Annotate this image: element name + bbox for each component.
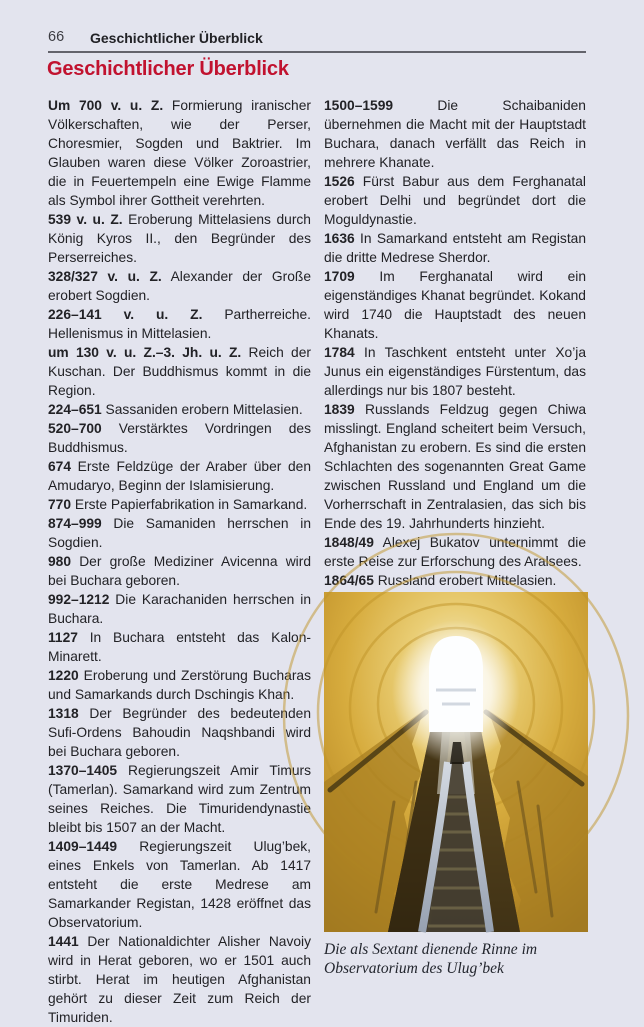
entry-text: Fürst Babur aus dem Ferghanatal erobert Delhi und begründet dort die Moguldynastie. (324, 174, 586, 227)
entry-date: 770 (48, 497, 72, 512)
entry-date: 1441 (48, 934, 79, 949)
timeline-entry (324, 96, 586, 172)
entry-date: 874–999 (48, 516, 102, 531)
timeline-entry (48, 932, 311, 1027)
entry-date: 1839 (324, 402, 355, 417)
header-rule (48, 51, 586, 53)
timeline-column-right (324, 96, 586, 592)
timeline-entry (48, 704, 311, 761)
entry-date: 992–1212 (48, 592, 110, 607)
timeline-entry (48, 495, 311, 514)
timeline-entry (48, 590, 311, 628)
page-number: 66 (48, 29, 65, 45)
entry-text: Im Ferghanatal wird ein eigenständiges Khanat begründet. Kokand wird 1740 die Hauptstadt des neuen Khanats. (324, 269, 586, 341)
timeline-entry (324, 343, 586, 400)
entry-text: Alexander der Große erobert Sogdien. (48, 269, 311, 303)
entry-date: 1220 (48, 668, 79, 683)
timeline-entry (324, 172, 586, 229)
timeline-entry (48, 837, 311, 932)
entry-text: Verstärktes Vordringen des Buddhismus. (48, 421, 311, 455)
entry-text: Der Nationaldichter Alisher Navoiy wird in Herat geboren, wo er 1501 auch stirbt. Herat im heutigen Afghanistan gehört zu dieser Zeit zum Reich der Timuriden. (48, 934, 311, 1025)
timeline-entry (48, 514, 311, 552)
entry-text: Die Karachaniden herrschen in Buchara. (48, 592, 311, 626)
timeline-entry (48, 419, 311, 457)
timeline-entry (48, 761, 311, 837)
entry-date: 1127 (48, 630, 78, 645)
timeline-entry (48, 343, 311, 400)
timeline-entry (324, 400, 586, 533)
entry-text: Der Begründer des bedeutenden Sufi-Ordens Bahoudin Naqshbandi wird bei Buchara geboren. (48, 706, 311, 759)
entry-date: 1318 (48, 706, 79, 721)
timeline-entry (48, 96, 311, 210)
entry-text: Regierungszeit Ulug’bek, eines Enkels von Tamerlan. Ab 1417 entsteht die erste Medrese am Samarkander Registan, 1428 eröffnet das Observatorium. (48, 839, 311, 930)
entry-text: In Taschkent entsteht unter Xo’ja Junus ein eigenständiges Fürstentum, das allerdings nur bis 1807 besteht. (324, 345, 586, 398)
timeline-entry (324, 571, 586, 590)
timeline-entry (324, 229, 586, 267)
entry-date: um 130 v. u. Z.–3. Jh. u. Z. (48, 345, 242, 360)
entry-text: Der große Mediziner Avicenna wird bei Buchara geboren. (48, 554, 311, 588)
entry-date: 1370–1405 (48, 763, 118, 778)
page-title: Geschichtlicher Überblick (47, 58, 289, 80)
figure-caption-line2: Observatorium des Ulug’bek (324, 960, 504, 977)
entry-date: 520–700 (48, 421, 102, 436)
running-header: Geschichtlicher Überblick (90, 30, 263, 46)
entry-text: Die Schaibaniden übernehmen die Macht mit der Hauptstadt Buchara, danach verfällt das Reich in mehrere Khanate. (324, 98, 586, 170)
entry-date: 226–141 v. u. Z. (48, 307, 203, 322)
entry-text: Formierung iranischer Völkerschaften, wie der Perser, Choresmier, Sogden und Baktrier. Im Glauben waren diese Völker Zoroastrier, die in Feuertempeln eine Ewige Flamme als Symbol ihrer Gottheit verehrten. (48, 98, 311, 208)
entry-text: Regierungszeit Amir Timurs (Tamerlan). Samarkand wird zum Zentrum seines Reiches. Die Timuridendynastie bleibt bis 1507 an der Macht. (48, 763, 311, 835)
timeline-entry (48, 210, 311, 267)
entry-date: 1526 (324, 174, 355, 189)
entry-date: 328/327 v. u. Z. (48, 269, 162, 284)
entry-date: 1409–1449 (48, 839, 118, 854)
entry-date: 1864/65 (324, 573, 374, 588)
sextant-trench-photo (324, 592, 588, 932)
entry-text: Erste Papierfabrikation in Samarkand. (71, 497, 308, 512)
timeline-entry (48, 552, 311, 590)
timeline-column-left (48, 96, 311, 1027)
entry-text: Reich der Kuschan. Der Buddhismus kommt in die Region. (48, 345, 312, 398)
entry-text: In Samarkand entsteht am Registan die dritte Medrese Sherdor. (324, 231, 586, 265)
entry-date: 1636 (324, 231, 355, 246)
timeline-entry (48, 457, 311, 495)
timeline-entry (324, 533, 586, 571)
entry-date: 539 v. u. Z. (48, 212, 123, 227)
entry-text: Eroberung Mittelasiens durch König Kyros II., den Begründer des Perserreiches. (48, 212, 311, 265)
entry-date: 1500–1599 (324, 98, 394, 113)
entry-date: 980 (48, 554, 72, 569)
entry-text: Sassaniden erobern Mittelasien. (101, 402, 303, 417)
entry-date: 1848/49 (324, 535, 374, 550)
sextant-trench-photo-art (324, 592, 588, 932)
entry-text: Russlands Feldzug gegen Chiwa misslingt. England scheitert beim Versuch, Afghanistan zu erobern. Es sind die ersten Schlachten des sogenannten Great Game zwischen Russland und England um die Vorherrschaft in Zentralasien, das sich bis Ende des 19. Jahrhunderts hinzieht. (324, 402, 586, 531)
timeline-entry (48, 628, 311, 666)
entry-text: Eroberung und Zerstörung Bucharas und Samarkands durch Dschingis Khan. (48, 668, 311, 702)
timeline-entry (48, 666, 311, 704)
entry-date: 1709 (324, 269, 355, 284)
entry-text: Die Samaniden herrschen in Sogdien. (48, 516, 311, 550)
entry-text: Russland erobert Mittelasien. (373, 573, 557, 588)
timeline-entry (48, 400, 311, 419)
entry-text: In Buchara entsteht das Kalon-Minarett. (48, 630, 311, 664)
entry-text: Partherreiche. Hellenismus in Mittelasien. (48, 307, 311, 341)
figure-caption-line1: Die als Sextant dienende Rinne im (324, 941, 538, 958)
entry-date: 674 (48, 459, 72, 474)
entry-text: Erste Feldzüge der Araber über den Amudaryo, Beginn der Islamisierung. (48, 459, 311, 493)
entry-date: 1784 (324, 345, 355, 360)
figure-caption (324, 940, 588, 978)
entry-date: 224–651 (48, 402, 102, 417)
timeline-entry (48, 267, 311, 305)
timeline-entry (48, 305, 311, 343)
entry-date: Um 700 v. u. Z. (48, 98, 164, 113)
entry-text: Alexej Bukatov unternimmt die erste Reise zur Erforschung des Aralsees. (324, 535, 586, 569)
timeline-entry (324, 267, 586, 343)
